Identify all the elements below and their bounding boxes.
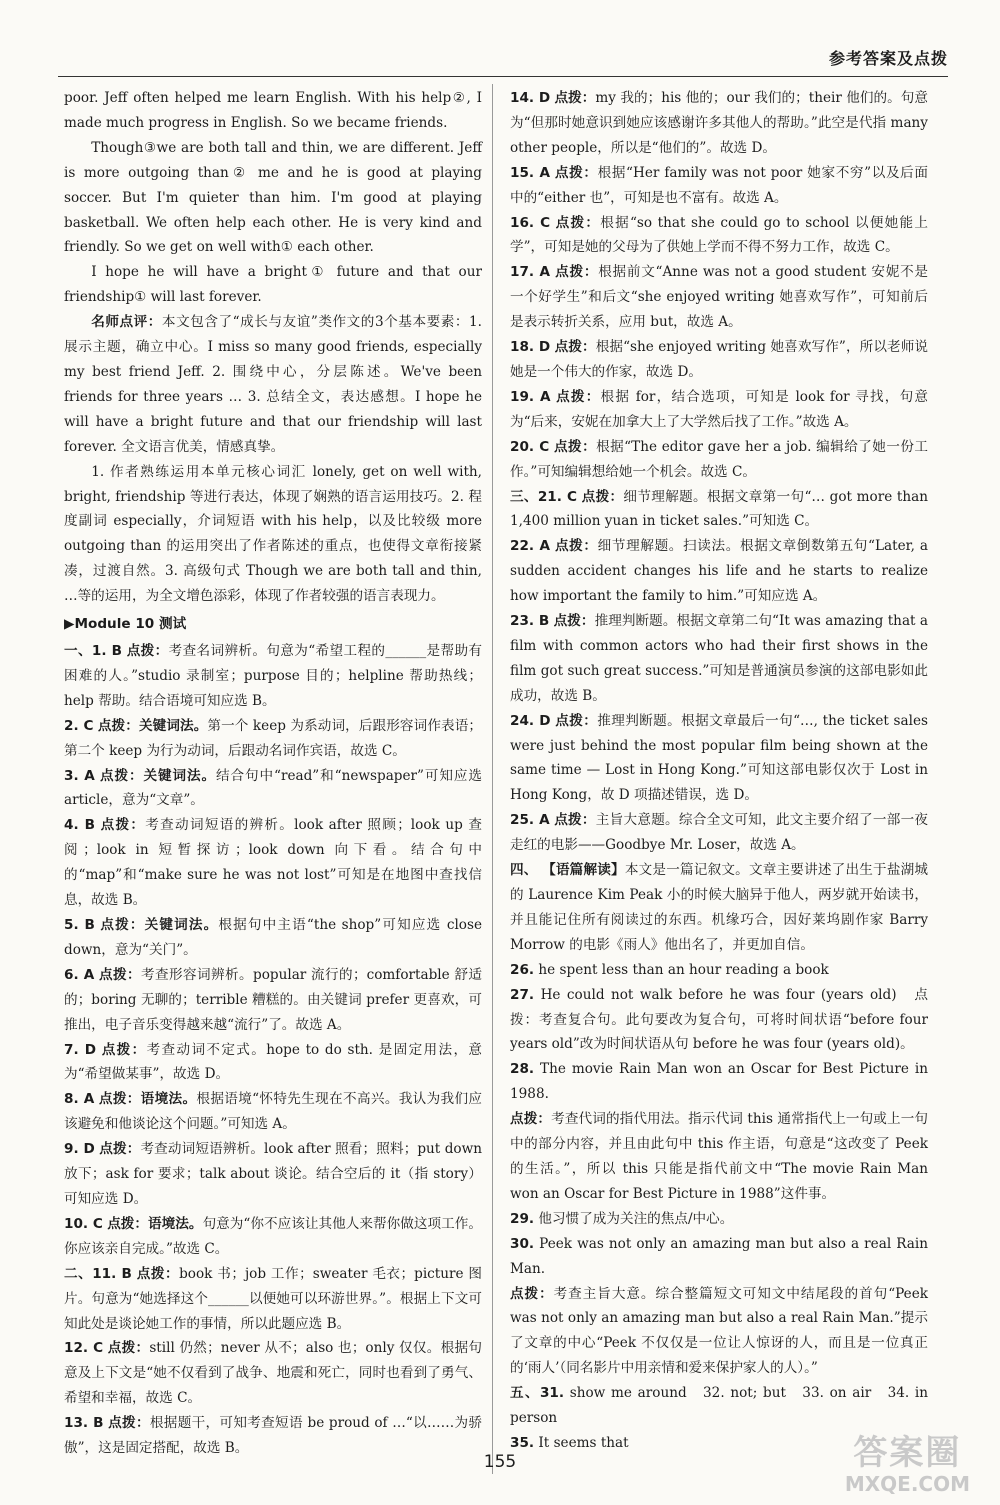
watermark-text: 答案圈 <box>853 1433 962 1473</box>
answer-number: 20. C <box>510 438 550 455</box>
answer-item <box>510 808 928 858</box>
answer-text: 推理判断题。根据文章最后一句“…, the ticket sales were just behind the most popular film being shown at the same time — Lost in Hong Kong.”可知这部电影仅次于 Lost in Hong Kong，故 D 项描述错误，选 D。 <box>510 712 928 804</box>
answer-number: 14. D <box>510 90 551 106</box>
answer-label: 点拨： <box>554 438 597 455</box>
answer-text: 根据“she enjoyed writing 她喜欢写作”，所以老师说她是一个伟大的作家，故选 D。 <box>510 339 928 380</box>
answer-number: 四、 <box>510 862 538 879</box>
answer-number: 二、11. B <box>64 1265 132 1282</box>
answer-label: 点拨： <box>553 613 595 630</box>
answer-item <box>510 485 928 535</box>
answer-text: 细节理解题。扫读法。根据文章倒数第五句“Later, a sudden accident changes his life and he starts to realize how important the family to him.”可知应选 A。 <box>510 538 929 605</box>
answer-number: 16. C <box>510 214 551 231</box>
column-divider <box>492 84 493 1474</box>
answer-item <box>510 1282 928 1382</box>
answer-label: 点拨： <box>99 1141 141 1158</box>
answer-label: 点拨： <box>556 388 601 405</box>
answer-text: 根据句中主语“the shop”可知应选 close down，意为“关门”。 <box>64 917 483 958</box>
answer-text: 考查动词短语的辨析。look after 照顾；look up 查阅；look in 短暂探访；look down 向下看。结合句中的“map”和“make sure he was not lost”可知是在地图中查找信息，故选 B。 <box>64 817 483 909</box>
answer-label: 点拨： <box>101 1041 147 1058</box>
answer-number: 24. D <box>510 712 551 729</box>
answer-text: 考查动词短语辨析。look after 照看；照料；put down 放下；ask for 要求；talk about 谈论。结合空后的 it（指 story）可知应选 D。 <box>64 1141 482 1207</box>
comment-label: 名师点评： <box>91 314 162 331</box>
answer-number: 23. B <box>510 613 550 630</box>
answer-item <box>64 1038 482 1088</box>
answer-text: 根据“The editor gave her a job. 编辑给了她一份工作。”可知编辑想给她一个机会。故选 C。 <box>510 438 928 480</box>
answer-label: 点拨： <box>99 966 142 983</box>
answer-item <box>510 858 928 958</box>
answer-item <box>64 963 482 1038</box>
answer-text: book 书；job 工作；sweater 毛衣；picture 图片。句意为“她选择这个______以便她可以环游世界。”。根据上下文可知此处是谈论她工作的事情，所以此题应选 B。 <box>64 1265 482 1332</box>
watermark-url: MXQE.COM <box>844 1472 970 1496</box>
answer-item <box>64 639 482 714</box>
answer-label: 【语篇解读】 <box>542 862 625 879</box>
answer-text: The movie Rain Man won an Oscar for Best Picture in 1988. <box>510 1061 928 1103</box>
answer-number: 8. A <box>64 1091 95 1108</box>
answer-number: 25. A <box>510 812 550 829</box>
essay-line: poor. Jeff often helped me learn English. With his help②, I made much progress in English. So we became friends. <box>64 90 482 131</box>
comment-paragraph: 1. 作者熟练运用本单元核心词汇 lonely, get on well with, bright, friendship 等进行表达，体现了娴熟的语言运用技巧。2. 程度副词 especially，介词短语 with his help，以及比较级 more outgoing than 的运用突出了作者陈述的重点，也使得文章衔接紧凑，过渡自然。3. 高级句式 Though we are both tall and thin, …等的运用，为全文增色添彩，体现了作者较强的语言表现力。 <box>64 463 482 605</box>
essay-line: Though③we are both tall and thin, we are different. Jeff is more outgoing than② me and he is good at playing soccer. But I'm quieter than him. I'm good at playing basketball. We often help each other. He is very kind and friendly. So we get on well with① each other. <box>64 139 482 256</box>
answer-item <box>510 709 928 809</box>
answer-number: 三、21. C <box>510 488 577 505</box>
answer-item <box>64 1336 482 1411</box>
answer-text: 考查主旨大意。综合整篇短文可知文中结尾段的首句“Peek was not only an amazing man but also a real Rain Man.”提示了文章的中心“Peek 不仅仅是一位让人惊讶的人，而且是一位真正的‘雨人’（同名影片中用亲情和爱来保护家人的人）。” <box>510 1285 929 1377</box>
answer-item <box>510 86 928 161</box>
answer-label: 点拨： <box>554 339 596 356</box>
answer-text: 考查动词不定式。hope to do sth. 是固定用法，意为“希望做某事”，故选 D。 <box>64 1041 483 1083</box>
answer-label: 点拨： <box>554 164 598 181</box>
answer-number: 17. A <box>510 264 551 281</box>
answer-label: 点拨：关键词法。 <box>100 917 219 933</box>
comment-text: 本文包含了“成长与友谊”类作文的3个基本要素：1. 展示主题，确立中心。I miss so many good friends, especially my best friend Jeff. 2. 围绕中心，分层陈述。We've been friends for three years … 3. 总结全文，表达感想。I hope he will have a bright future and that our friendship will last forever. 全文语言优美，情感真挚。 <box>64 314 482 455</box>
answer-text: 根据“so that she could go to school 以便她能上学”，可知是她的父母为了供她上学而不得不努力工作，故选 C。 <box>510 214 928 256</box>
answer-list-left <box>64 639 482 1461</box>
answer-text: 结合句中“read”和“newspaper”可知应选 article，意为“文章”。 <box>64 767 482 809</box>
answer-item <box>510 1057 928 1107</box>
answer-text: he spent less than an hour reading a book <box>538 961 829 978</box>
answer-label: 点拨： <box>555 712 598 729</box>
answer-label: 点拨：语境法。 <box>107 1215 203 1232</box>
left-column <box>64 86 482 1461</box>
answer-item <box>64 913 482 963</box>
answer-text: 根据语境“怀特先生现在不高兴。我认为我们应该避免和他谈论这个问题。”可知选 A。 <box>64 1091 483 1133</box>
answer-item <box>64 1087 482 1137</box>
answer-text: 他习惯了成为关注的焦点/中心。 <box>538 1210 734 1227</box>
answer-item <box>510 385 928 435</box>
answer-text: show me around 32. not; but 33. on air 34. in person <box>510 1385 929 1427</box>
answer-item <box>64 764 482 814</box>
answer-text: my 我的；his 他的；our 我们的；their 他们的。句意为“但那时她意识到她应该感谢许多其他人的帮助。”此空是代指 many other people，所以是“他们的”。故选 D。 <box>510 90 928 156</box>
answer-number: 7. D <box>64 1041 97 1058</box>
answer-item <box>510 1381 928 1431</box>
answer-number: 35. <box>510 1434 535 1451</box>
answer-number: 5. B <box>64 917 95 933</box>
answer-label: 点拨： <box>108 1415 150 1432</box>
answer-text: 考查代词的指代用法。指示代词 this 通常指代上一句或上一句中的部分内容，并且由此句中 this 作主语，句意是“这改变了 Peek 的生活。”，所以 this 只能是指代前文中“The movie Rain Man won an Oscar for Best Picture in 1988”这件事。 <box>510 1111 929 1202</box>
answer-list-right <box>510 86 928 1456</box>
answer-text: 句意为“你不应该让其他人来帮你做这项工作。你应该亲自完成。”故选 C。 <box>64 1215 482 1257</box>
answer-item <box>64 1137 482 1212</box>
answer-text: 推理判断题。根据文章第二句“It was amazing that a film with common actors who had their first shows in the film got such great success.”可知是普通演员参演的这部电影如此成功，故选 B。 <box>510 613 928 704</box>
answer-label: 点拨： <box>136 1265 180 1282</box>
answer-number: 19. A <box>510 388 551 405</box>
answer-item <box>510 1107 928 1207</box>
answer-item <box>510 211 928 261</box>
answer-item <box>64 813 482 913</box>
answer-item <box>510 1232 928 1282</box>
answer-number: 6. A <box>64 966 95 983</box>
answer-text: 根据“Her family was not poor 她家不穷”以及后面中的“either 也”，可知是也不富有。故选 A。 <box>510 164 928 206</box>
answer-label: 点拨： <box>554 90 596 106</box>
answer-label: 点拨： <box>581 488 624 505</box>
answer-item <box>510 435 928 485</box>
answer-number: 13. B <box>64 1415 104 1432</box>
answer-item <box>510 260 928 335</box>
answer-text: 根据前文“Anne was not a good student 安妮不是一个好学生”和后文“she enjoyed writing 她喜欢写作”，可知前后是表示转折关系，应用 but，故选 A。 <box>510 264 929 331</box>
answer-text: He could not walk before he was four (years old) 点拨：考查复合句。此句要改为复合句，可将时间状语“before four years old”改为时间状语从句 before he was four (years old)。 <box>510 986 928 1053</box>
answer-number: 28. <box>510 1061 535 1078</box>
answer-text: 根据 for，结合选项，可知是 look for 寻找，句意为“后来，安妮在加拿大上了大学然后找了工作。”故选 A。 <box>510 388 929 430</box>
answer-label: 点拨： <box>510 1111 552 1128</box>
answer-text: 本文是一篇记叙文。文章主要讲述了出生于盐湖城的 Laurence Kim Peak 小的时候大脑异于他人，两岁就开始读书，并且能记住所有阅读过的东西。机缘巧合，因好莱坞剧作家 Barry Morrow 的电影《雨人》他出名了，并更加自信。 <box>510 862 929 953</box>
answer-number: 18. D <box>510 339 551 356</box>
answer-item <box>510 958 928 983</box>
answer-number: 22. A <box>510 538 550 555</box>
answer-label: 点拨：关键词法。 <box>100 767 216 784</box>
header-title: 参考答案及点拨 <box>828 49 948 68</box>
answer-label: 点拨： <box>100 817 146 834</box>
answer-number: 30. <box>510 1235 535 1252</box>
right-column <box>510 86 928 1456</box>
page-number: 155 <box>483 1452 517 1472</box>
answer-number: 9. D <box>64 1141 95 1158</box>
comment-block <box>64 310 482 459</box>
watermark-logo <box>845 1433 970 1495</box>
answer-text: 考查形容词辨析。popular 流行的；comfortable 舒适的；boring 无聊的；terrible 糟糕的。由关键词 prefer 更喜欢，可推出，电子音乐变得越来越“流行”了。故选 A。 <box>64 966 482 1033</box>
answer-label: 点拨： <box>107 1340 150 1357</box>
answer-item <box>510 161 928 211</box>
answer-number: 10. C <box>64 1215 103 1232</box>
answer-item <box>64 714 482 764</box>
module-title: ▶Module 10 测试 <box>64 616 187 633</box>
answer-number: 27. <box>510 986 535 1003</box>
answer-number: 2. C <box>64 717 94 734</box>
answer-text: 主旨大意题。综合全文可知，此文主要介绍了一部一夜走红的电影——Goodbye Mr. Loser，故选 A。 <box>510 812 929 854</box>
answer-text: 第一个 keep 为系动词，后跟形容词作表语；第二个 keep 为行为动词，后跟动名词作宾语，故选 C。 <box>64 717 482 759</box>
answer-item <box>510 983 928 1058</box>
answer-text: 根据题干，可知考查短语 be proud of …“以……为骄傲”，这是固定搭配，故选 B。 <box>64 1415 482 1457</box>
header-rule <box>58 76 948 77</box>
answer-number: 15. A <box>510 164 550 181</box>
answer-label: 点拨： <box>555 214 601 231</box>
answer-item <box>510 609 928 709</box>
essay-line: I hope he will have a bright① future and that our friendship① will last forever. <box>64 264 482 306</box>
answer-label: 点拨： <box>554 538 598 555</box>
answer-text: 细节理解题。根据文章第一句“… got more than 1,400 million yuan in ticket sales.”可知选 C。 <box>510 488 928 530</box>
answer-label: 点拨： <box>126 643 169 660</box>
answer-label: 点拨：语境法。 <box>98 1091 197 1108</box>
answer-text: It seems that <box>538 1434 629 1451</box>
answer-number: 一、1. B <box>64 643 123 660</box>
answer-number: 12. C <box>64 1340 104 1357</box>
answer-label: 点拨： <box>510 1285 554 1302</box>
answer-item <box>64 1262 482 1337</box>
answer-label: 点拨： <box>554 812 596 829</box>
answer-number: 4. B <box>64 817 96 834</box>
answer-label: 点拨： <box>555 264 599 281</box>
answer-text: Peek was not only an amazing man but also a real Rain Man. <box>510 1235 928 1277</box>
answer-item <box>64 1212 482 1262</box>
answer-number: 26. <box>510 961 535 978</box>
answer-number: 29. <box>510 1210 535 1227</box>
answer-number: 五、31. <box>510 1385 565 1402</box>
answer-item <box>510 534 928 609</box>
answer-item <box>510 1207 928 1232</box>
answer-label: 点拨：关键词法。 <box>97 717 208 734</box>
answer-item <box>510 335 928 385</box>
answer-text: 考查名词辨析。句意为“希望工程的______是帮助有困难的人。”studio 录制室；purpose 目的；helpline 帮助热线；help 帮助。结合语境可知应选 B。 <box>64 643 483 709</box>
answer-text: still 仍然；never 从不；also 也；only 仅仅。根据句意及上下文是“她不仅看到了战争、地震和死亡，同时也看到了勇气、希望和幸福，故选 C。 <box>64 1340 482 1407</box>
answer-number: 3. A <box>64 767 95 784</box>
